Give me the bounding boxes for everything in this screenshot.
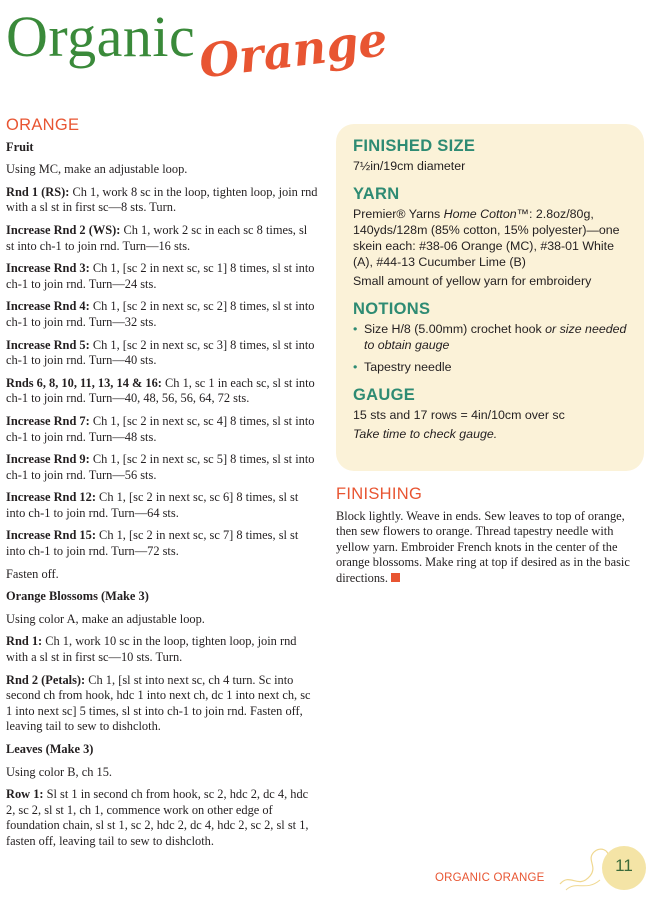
blossoms-intro: Using color A, make an adjustable loop. [6,611,205,626]
leaves-intro: Using color B, ch 15. [6,764,112,779]
finished-size-text: 7½in/19cm diameter [353,159,466,173]
bullet-icon: • [353,322,358,336]
gauge-heading: GAUGE [353,386,416,404]
section-heading-orange: ORANGE [6,116,80,134]
finishing-text: Block lightly. Weave in ends. Sew leaves to top of orange, then sew flowers to orange. Thread tapestry needle with yellow yarn. Embroider French knots in the center of the orange blossoms. Make ring at top if desired as in the basic directions. [336,508,630,585]
round-2: Increase Rnd 2 (WS): Ch 1, work 2 sc in each sc 8 times, sl st into ch-1 to join rnd. Turn—16 sts. [6,222,308,253]
blossom-round-2: Rnd 2 (Petals): Ch 1, [sl st into next sc, ch 4 turn. Sc into second ch from hook, hdc 1 into next ch, dc 1 into next ch, sc 1 into next sc] 5 times, sl st into ch-1 to join rnd. Fasten off, leaving tail to sew to dishcloth. [6,672,311,734]
finished-size-heading: FINISHED SIZE [353,137,476,155]
yarn-heading: YARN [353,185,400,203]
page-title: Organic [6,4,196,69]
notion-item: • Size H/8 (5.00mm) crochet hook or size needed to obtain gauge [353,322,627,352]
footer-label: ORGANIC ORANGE [435,872,545,884]
yarn-extra: Small amount of yellow yarn for embroidery [353,274,592,288]
notion-item: • Tapestry needle [353,360,452,374]
materials-box [336,124,644,471]
leaves-row-1: Row 1: Sl st 1 in second ch from hook, sc 2, hdc 2, dc 4, hdc 2, sc 2, sl st 1, ch 1, commence work on other edge of foundation chain, sl st 1, sc 2, hdc 2, dc 4, hdc 2, sc 2, sl st 1, fasten off, leaving tail to sew to dishcloth. [6,787,309,848]
blossom-round-1: Rnd 1: Ch 1, work 10 sc in the loop, tighten loop, join rnd with a sl st in first sc—10 sts. Turn. [6,634,297,665]
round-5: Increase Rnd 5: Ch 1, [sc 2 in next sc, sc 3] 8 times, sl st into ch-1 to join rnd. Turn—40 sts. [6,337,315,368]
subheading-fruit: Fruit [6,139,34,154]
round-9: Increase Rnd 9: Ch 1, [sc 2 in next sc, sc 5] 8 times, sl st into ch-1 to join rnd. Turn—56 sts. [6,452,315,482]
notions-list [353,321,628,375]
gauge-text: 15 sts and 17 rows = 4in/10cm over sc [353,408,565,422]
notions-heading: NOTIONS [353,300,431,318]
pattern-instructions [6,118,318,857]
yarn-text: Premier® Yarns Home Cotton™: 2.8oz/80g, 140yds/128m (85% cotton, 15% polyester)—one skein each: #38-06 Orange (MC), #38-01 White (A), #44-13 Cucumber Lime (B) [353,207,620,269]
fasten-off: Fasten off. [6,566,59,581]
finishing-section [336,487,646,587]
round-4: Increase Rnd 4: Ch 1, [sc 2 in next sc, sc 2] 8 times, sl st into ch-1 to join rnd. Turn—32 sts. [6,299,315,329]
finishing-heading: FINISHING [336,485,423,503]
page-number: 11 [615,856,633,875]
subheading-leaves: Leaves (Make 3) [6,742,94,756]
round-3: Increase Rnd 3: Ch 1, [sc 2 in next sc, sc 1] 8 times, sl st into ch-1 to join rnd. Turn—24 sts. [6,261,315,291]
subheading-blossoms: Orange Blossoms (Make 3) [6,589,149,604]
fruit-intro: Using MC, make an adjustable loop. [6,162,188,177]
page-title-script: Orange [196,11,391,89]
gauge-note: Take time to check gauge. [353,427,498,441]
round-15: Increase Rnd 15: Ch 1, [sc 2 in next sc, sc 7] 8 times, sl st into ch-1 to join rnd. Turn—72 sts. [6,528,299,559]
bullet-icon: • [353,360,358,374]
round-12: Increase Rnd 12: Ch 1, [sc 2 in next sc, sc 6] 8 times, sl st into ch-1 to join rnd. Turn—64 sts. [6,490,299,520]
end-mark-icon [391,573,400,582]
round-7: Increase Rnd 7: Ch 1, [sc 2 in next sc, sc 4] 8 times, sl st into ch-1 to join rnd. Turn—48 sts. [6,413,315,444]
round-1: Rnd 1 (RS): Ch 1, work 8 sc in the loop, tighten loop, join rnd with a sl st in first sc—8 sts. Turn. [6,184,318,215]
round-6-plain: Rnds 6, 8, 10, 11, 13, 14 & 16: Ch 1, sc 1 in each sc, sl st into ch-1 to join rnd. Turn—40, 48, 56, 56, 64, 72 sts. [6,375,315,406]
